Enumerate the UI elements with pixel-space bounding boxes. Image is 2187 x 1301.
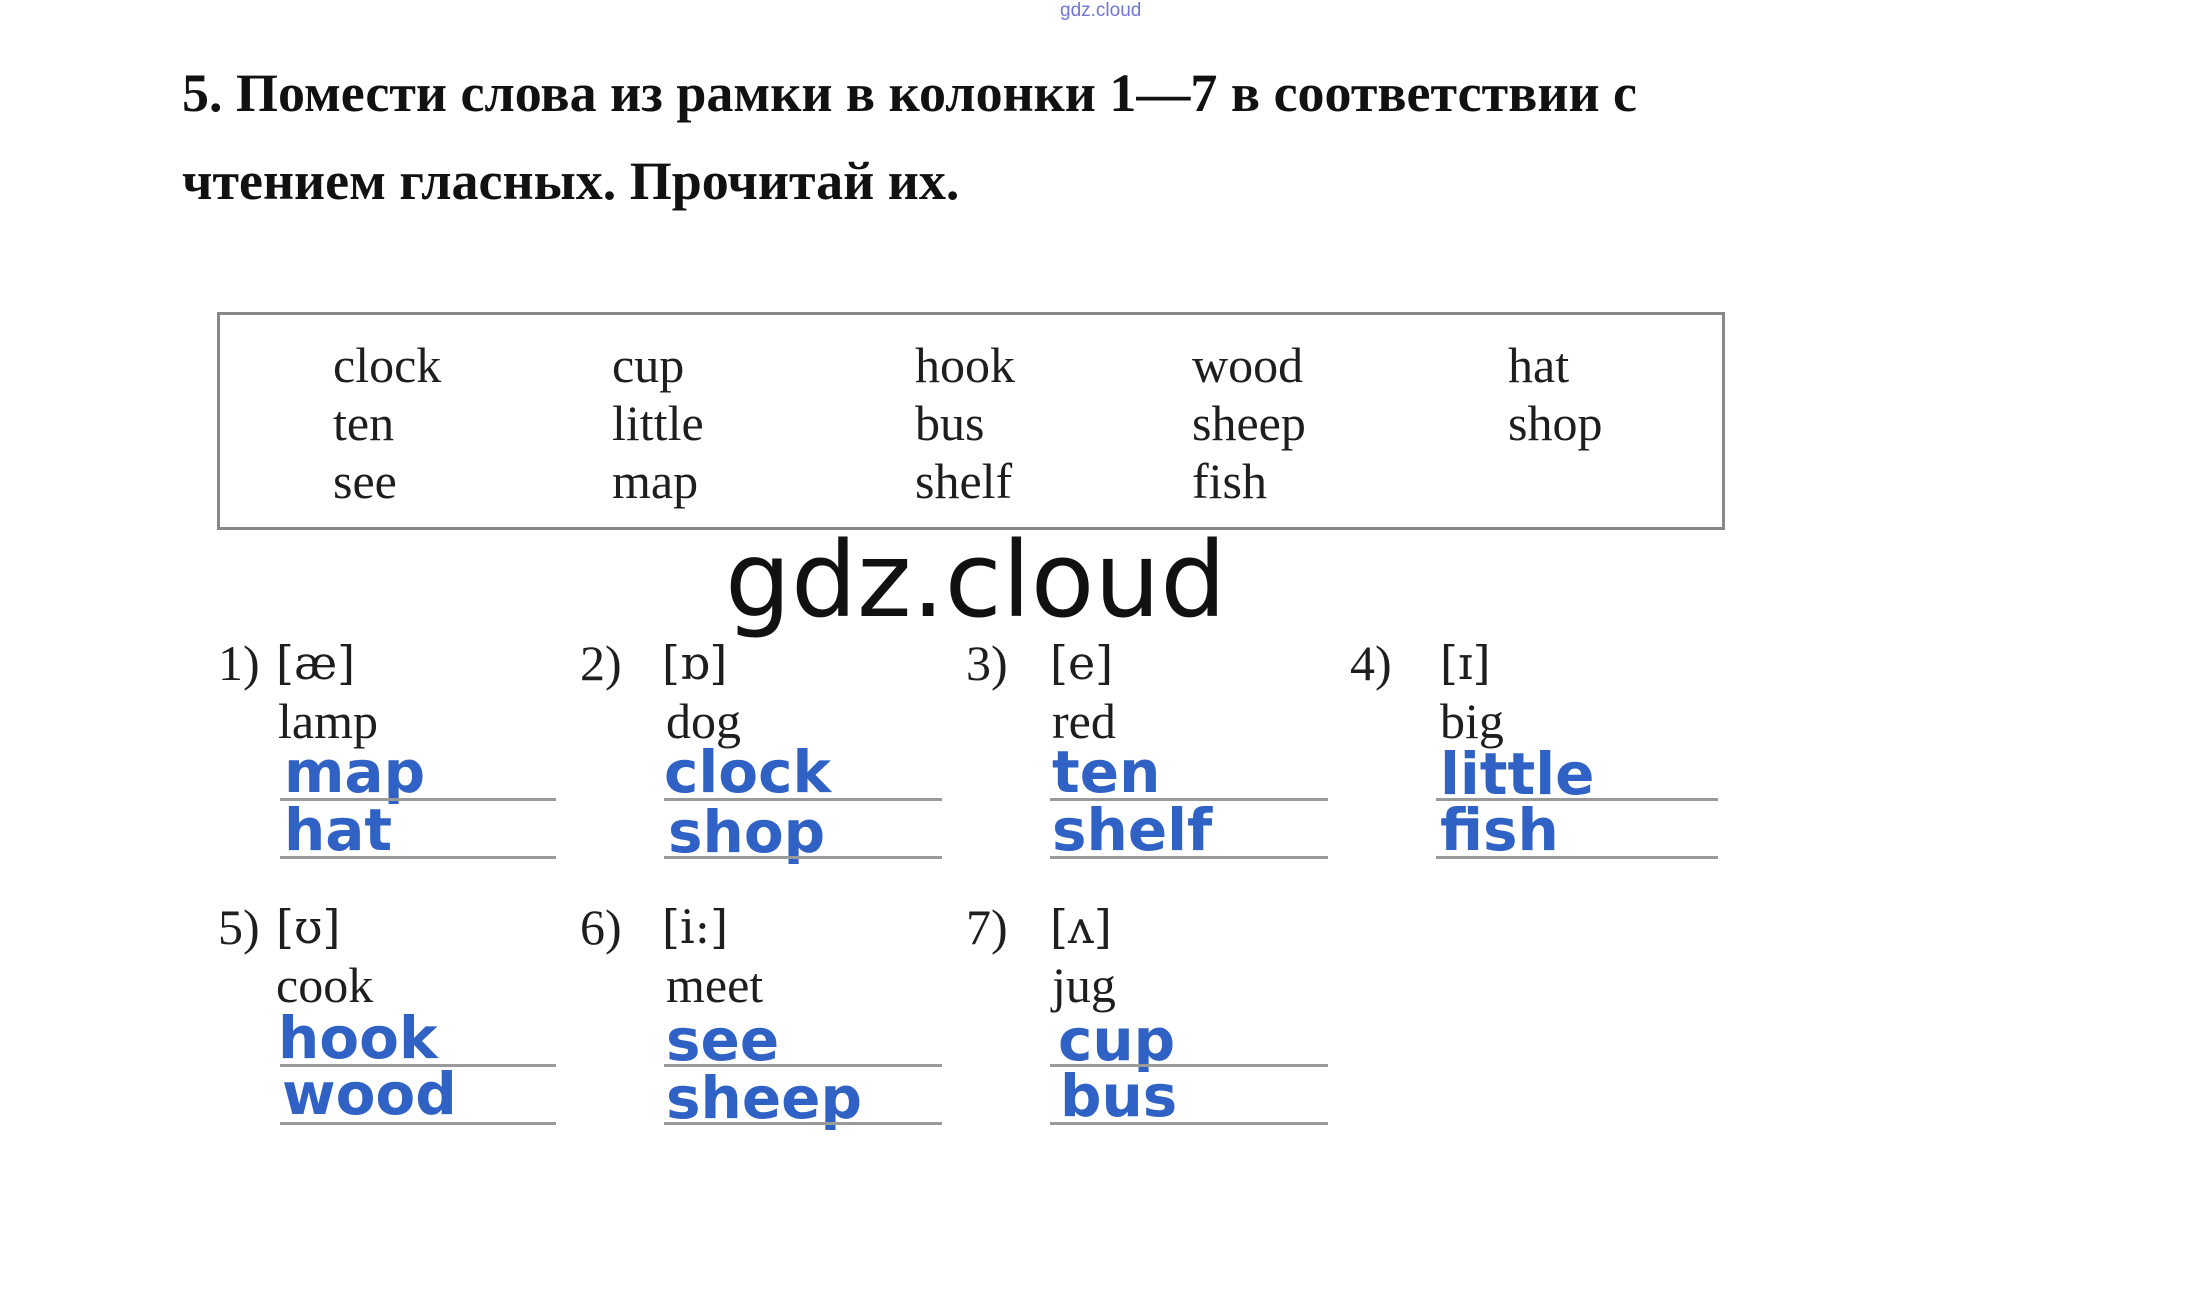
answer-word: wood (282, 1060, 457, 1128)
answer-word: map (284, 738, 426, 806)
answer-word: shop (668, 798, 826, 866)
watermark-center: gdz.cloud (725, 519, 1227, 641)
example-word: jug (1052, 957, 1116, 1013)
box-word: clock (333, 337, 442, 393)
answer-line (1050, 1122, 1328, 1125)
answer-line (1050, 856, 1328, 859)
answer-line (280, 856, 556, 859)
phonetic-symbol: [ɪ] (1440, 636, 1491, 690)
phonetic-symbol: [ʊ] (276, 900, 341, 954)
box-word: wood (1192, 337, 1304, 393)
task-title-line-1: 5. Помести слова из рамки в колонки 1—7 в соответствии с (182, 63, 1638, 123)
example-word: lamp (278, 693, 378, 749)
box-word: shop (1508, 395, 1603, 451)
box-word: map (612, 453, 699, 509)
group-number: 6) (580, 899, 622, 955)
answer-word: ten (1052, 738, 1161, 806)
answer-line (280, 1122, 556, 1125)
box-word: shelf (915, 453, 1013, 509)
answer-word: clock (664, 738, 832, 806)
box-word: little (612, 395, 704, 451)
answer-word: little (1440, 740, 1595, 808)
answer-word: sheep (666, 1064, 863, 1132)
answer-line (664, 1122, 942, 1125)
box-word: fish (1192, 453, 1267, 509)
answer-word: shelf (1052, 796, 1213, 864)
group-number: 1) (218, 635, 260, 691)
example-word: red (1052, 693, 1116, 749)
answer-word: see (666, 1006, 780, 1074)
box-word: bus (915, 395, 985, 451)
phonetic-symbol: [i:] (662, 900, 729, 954)
phonetic-symbol: [ʌ] (1050, 900, 1112, 954)
answer-line (1436, 856, 1718, 859)
group-number: 3) (966, 635, 1008, 691)
box-word: hook (915, 337, 1015, 393)
phonetic-symbol: [æ] (276, 636, 356, 690)
group-number: 2) (580, 635, 622, 691)
box-word: sheep (1192, 395, 1306, 451)
box-word: see (333, 453, 397, 509)
phonetic-symbol: [e] (1050, 636, 1114, 690)
watermark-top: gdz.cloud (1060, 0, 1142, 21)
example-word: big (1440, 693, 1504, 749)
box-word: cup (612, 337, 685, 393)
group-number: 4) (1350, 635, 1392, 691)
answer-line (664, 856, 942, 859)
group-number: 5) (218, 899, 260, 955)
group-number: 7) (966, 899, 1008, 955)
answer-word: hook (278, 1004, 438, 1072)
answer-word: cup (1058, 1006, 1176, 1074)
phonetic-symbol: [ɒ] (662, 636, 728, 690)
answer-word: fish (1440, 796, 1559, 864)
box-word: hat (1508, 337, 1570, 393)
box-word: ten (333, 395, 395, 451)
answer-word: hat (284, 796, 393, 864)
example-word: meet (666, 957, 764, 1013)
example-word: cook (276, 957, 374, 1013)
example-word: dog (666, 693, 741, 749)
task-title-line-2: чтением гласных. Прочитай их. (182, 151, 960, 211)
answer-word: bus (1060, 1062, 1178, 1130)
